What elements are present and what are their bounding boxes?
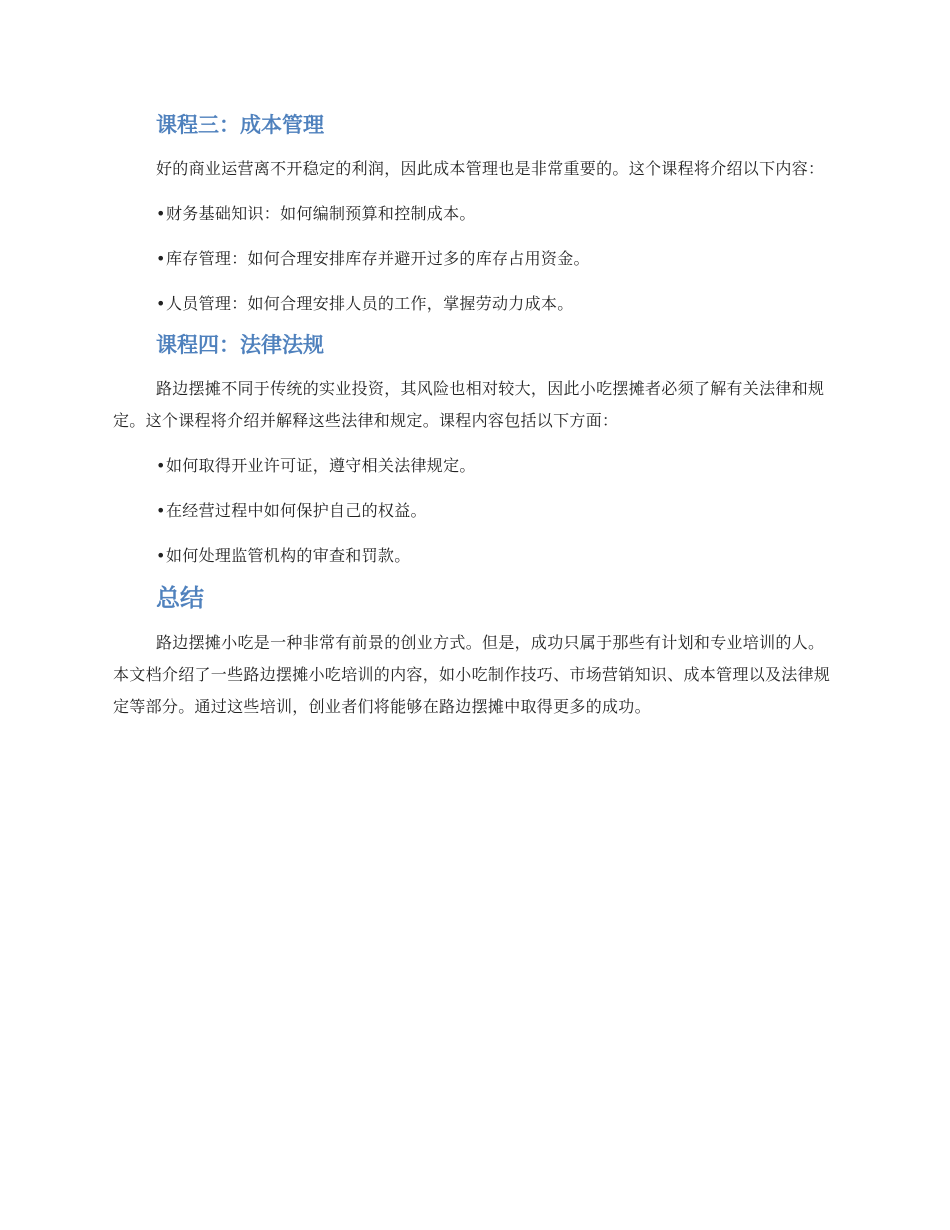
list-item-text: 库存管理：如何合理安排库存并避开过多的库存占用资金。 bbox=[166, 249, 590, 268]
list-item bbox=[113, 287, 840, 320]
bullet-icon: • bbox=[156, 294, 166, 313]
list-item bbox=[113, 242, 840, 275]
bullet-icon: • bbox=[156, 249, 166, 268]
list-item-text: 人员管理：如何合理安排人员的工作，掌握劳动力成本。 bbox=[166, 294, 574, 313]
paragraph-cost-management: 好的商业运营离不开稳定的利润，因此成本管理也是非常重要的。这个课程将介绍以下内容： bbox=[156, 159, 825, 178]
list-item bbox=[113, 197, 840, 230]
bullet-list-cost-management bbox=[113, 197, 840, 320]
paragraph-laws-regulations: 路边摆摊不同于传统的实业投资，其风险也相对较大，因此小吃摆摊者必须了解有关法律和规定。这个课程将介绍并解释这些法律和规定。课程内容包括以下方面： bbox=[113, 379, 825, 430]
bullet-list-laws-regulations bbox=[113, 449, 840, 572]
list-item bbox=[113, 494, 840, 527]
bullet-icon: • bbox=[156, 546, 166, 565]
list-item-text: 如何取得开业许可证，遵守相关法律规定。 bbox=[166, 456, 476, 475]
list-item bbox=[113, 539, 840, 572]
document-body bbox=[113, 108, 840, 723]
heading-summary: 总结 bbox=[156, 584, 204, 612]
bullet-icon: • bbox=[156, 204, 166, 223]
bullet-icon: • bbox=[156, 456, 166, 475]
heading-laws-regulations: 课程四：法律法规 bbox=[156, 333, 324, 357]
bullet-icon: • bbox=[156, 501, 166, 520]
list-item-text: 在经营过程中如何保护自己的权益。 bbox=[166, 501, 427, 520]
list-item-text: 财务基础知识：如何编制预算和控制成本。 bbox=[166, 204, 476, 223]
list-item-text: 如何处理监管机构的审查和罚款。 bbox=[166, 546, 411, 565]
heading-cost-management: 课程三：成本管理 bbox=[156, 113, 324, 137]
paragraph-summary: 路边摆摊小吃是一种非常有前景的创业方式。但是，成功只属于那些有计划和专业培训的人。本文档介绍了一些路边摆摊小吃培训的内容，如小吃制作技巧、市场营销知识、成本管理以及法律规定等部分。通过这些培训，创业者们将能够在路边摆摊中取得更多的成功。 bbox=[113, 633, 831, 716]
list-item bbox=[113, 449, 840, 482]
